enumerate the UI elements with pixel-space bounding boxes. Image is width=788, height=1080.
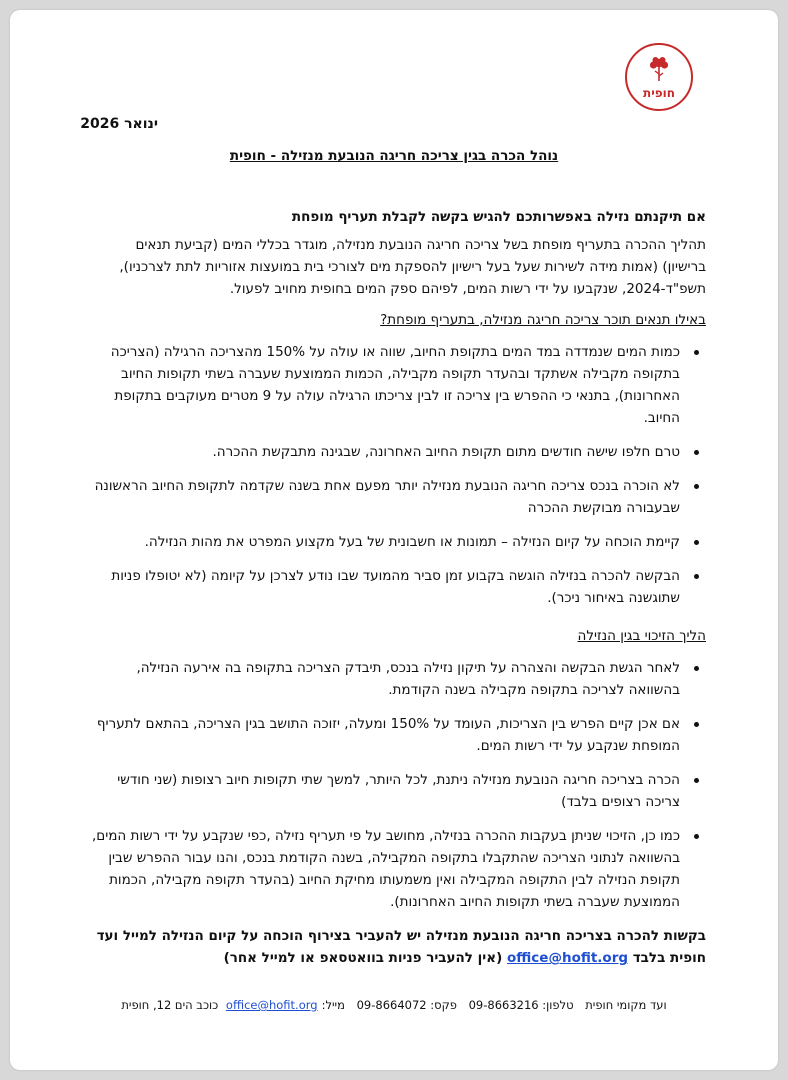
document-page bbox=[10, 10, 778, 1070]
contact-email-link[interactable]: office@hofit.org bbox=[225, 998, 318, 1012]
logo-text: חופית bbox=[643, 86, 675, 100]
document-title: נוהל הכרה בגין צריכה חריגה הנובעת מנזילה - חופית bbox=[229, 148, 559, 164]
list-item-text: לאחר הגשת הבקשה והצהרה על תיקון נזילה בנכס, תיבדק הצריכה בתקופה בה אירעה הנזילה, בהשוואה לצריכה בתקופה מקבילה בשנה הקודמת. bbox=[136, 660, 680, 698]
bullet-icon bbox=[694, 722, 699, 727]
hofit-logo bbox=[625, 43, 693, 111]
submission-note bbox=[88, 925, 706, 969]
intro-paragraph: תהליך ההכרה בתעריף מופחת בשל צריכה חריגה הנובעת מנזילה, מוגדר בכללי המים (קביעת תנאים ברישיון) (אמות מידה לשירות שעל בעל רישיון להספקת מים לצורכי בית במועצות אזוריות לתת לצרכניו), תשפ"ד-2024, שנקבעו על ידי רשות המים, לפיהם ספק המים בחופית מחויב לפעול. bbox=[119, 237, 706, 297]
bullet-icon bbox=[694, 540, 699, 545]
bullet-icon bbox=[694, 666, 699, 671]
list-item-text: אם אכן קיים הפרש בין הצריכות, העומד על 150% ומעלה, יזוכה התושב בגין הצריכה, בהתאם לתעריף המופחת שנקבע על ידי רשות המים. bbox=[96, 716, 680, 754]
bullet-icon bbox=[694, 834, 699, 839]
list-item bbox=[88, 441, 706, 463]
list-item-text: הכרה בצריכה חריגה הנובעת מנזילה ניתנת, לכל היותר, למשך שתי תקופות חיוב רצופות (שני חודשי צריכה רצופים בלבד) bbox=[117, 772, 680, 810]
process-list bbox=[88, 657, 706, 913]
submission-note-restriction: (אין להעביר פניות בוואטסאפ או למייל אחר) bbox=[223, 950, 507, 966]
intro-heading: אם תיקנתם נזילה באפשרותכם להגיש בקשה לקבלת תעריף מופחת bbox=[291, 209, 706, 225]
list-item-text: לא הוכרה בנכס צריכה חריגה הנובעת מנזילה יותר מפעם אחת בשנה שקדמה לתקופת החיוב הראשונה שבעבורה מבוקשת ההכרה bbox=[94, 478, 680, 516]
list-item bbox=[88, 713, 706, 757]
list-item bbox=[88, 825, 706, 913]
flower-emblem-icon bbox=[644, 54, 674, 84]
bullet-icon bbox=[694, 350, 699, 355]
bullet-icon bbox=[694, 484, 699, 489]
contact-org: ועד מקומי חופית bbox=[585, 998, 667, 1012]
list-item bbox=[88, 531, 706, 553]
document-body bbox=[88, 206, 706, 969]
conditions-title: באילו תנאים תוכר צריכה חריגה מנזילה, בתעריף מופחת? bbox=[380, 312, 706, 328]
bullet-icon bbox=[694, 450, 699, 455]
list-item bbox=[88, 769, 706, 813]
list-item-text: טרם חלפו שישה חודשים מתום תקופת החיוב האחרונה, שבגינה מתבקשת ההכרה. bbox=[212, 444, 680, 460]
list-item-text: כמו כן, הזיכוי שניתן בעקבות ההכרה בנזילה, מחושב על פי תעריף נזילה ,כפי שנקבע על ידי רשות המים, בהשוואה לנתוני הצריכה שהתקבלו בתקופה המקבילה, בשנה הקודמת בנכס, והנו עבור ההפרש שבין תקופת הנזילה לבין התקופה המקבילה ואין משמעותו מחיקת החיוב (בהעדר תקופה מקבילה, הכמות הממוצעת שעברה בשתי תקופות החיוב האחרונות). bbox=[91, 828, 680, 910]
contact-footer bbox=[10, 998, 778, 1012]
conditions-list bbox=[88, 341, 706, 609]
contact-fax: פקס: 09-8664072 bbox=[356, 998, 457, 1012]
list-item bbox=[88, 565, 706, 609]
submission-note-text: בקשות להכרה בצריכה חריגה הנובעת מנזילה יש להעביר בצירוף הוכחה על קיום הנזילה למייל ועד חופית בלבד bbox=[96, 928, 706, 966]
list-item-text: הבקשה להכרה בנזילה הוגשה בקבוע זמן סביר מהמועד שבו נודע לצרכן על קיומה (לא יטופלו פניות שתוגשנה באיחור ניכר). bbox=[111, 568, 680, 606]
contact-phone: טלפון: 09-8663216 bbox=[468, 998, 574, 1012]
contact-address: כוכב הים 12, חופית bbox=[121, 998, 219, 1012]
submission-email-link[interactable]: office@hofit.org bbox=[506, 950, 629, 966]
list-item-text: קיימת הוכחה על קיום הנזילה – תמונות או חשבונית של בעל מקצוע המפרט את מהות הנזילה. bbox=[144, 534, 680, 550]
list-item bbox=[88, 341, 706, 429]
list-item bbox=[88, 657, 706, 701]
document-date: ינואר 2026 bbox=[80, 116, 158, 132]
bullet-icon bbox=[694, 778, 699, 783]
list-item bbox=[88, 475, 706, 519]
bullet-icon bbox=[694, 574, 699, 579]
process-title: הליך הזיכוי בגין הנזילה bbox=[577, 628, 706, 644]
list-item-text: כמות המים שנמדדה במד המים בתקופת החיוב, שווה או עולה על 150% מהצריכה הרגילה (הצריכה בתקופה מקבילה אשתקד ובהעדר תקופה מקבילה, הכמות הממוצעת שעברה בשתי תקופות החיוב האחרונות), בתנאי כי ההפרש בין צריכה זו לבין צריכתו הרגילה עולה על 9 מטרים מעוקבים בתקופת החיוב. bbox=[110, 344, 680, 426]
contact-mail-label: מייל: bbox=[321, 998, 345, 1012]
